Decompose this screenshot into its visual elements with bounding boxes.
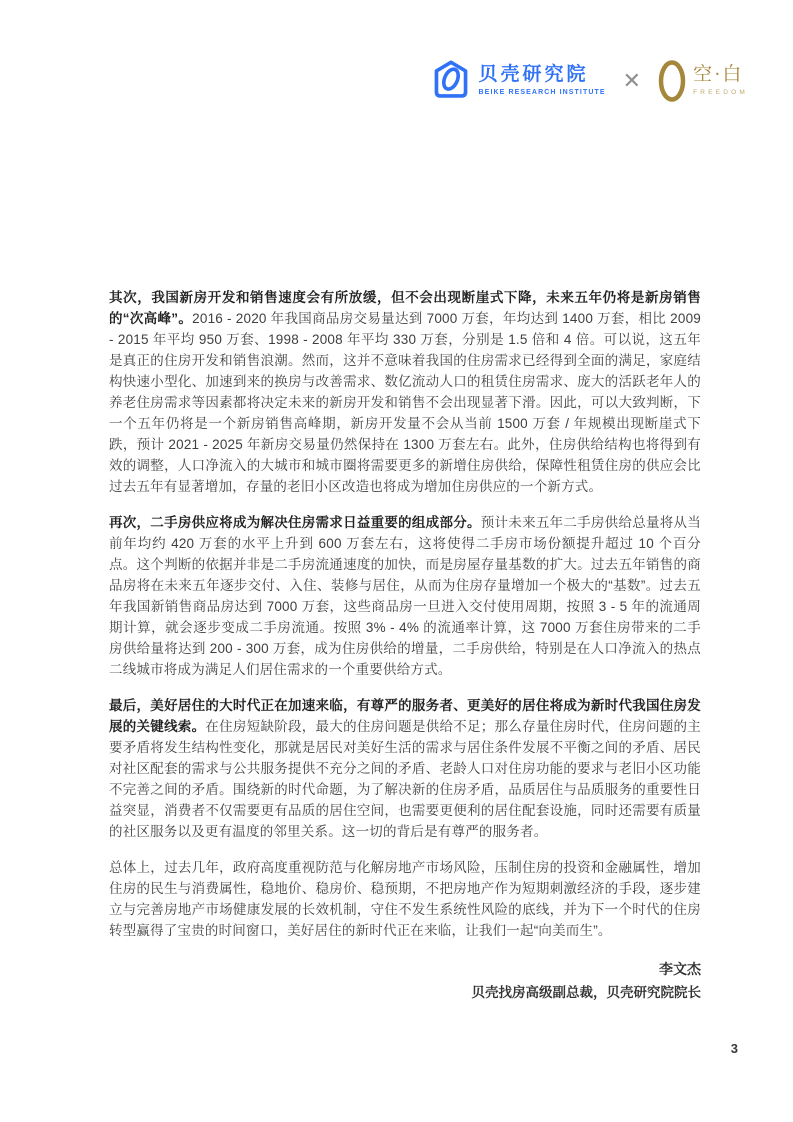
paragraph-text: 在住房短缺阶段，最大的住房问题是供给不足；那么存量住房时代，住房问题的主要矛盾将发生结构性变化，那就是居民对美好生活的需求与居住条件发展不平衡之间的矛盾、居民对社区配套的需求与公共服务提供不充分之间的矛盾、老龄人口对住房功能的要求与老旧小区功能不完善之间的矛盾。围绕新的时代命题，为了解决新的住房矛盾，品质居住与品质服务的重要性日益突显，消费者不仅需要更有品质的居住空间，也需要更便利的居住配套设施，同时还需要有质量的社区服务以及更有温度的邻里关系。这一切的背后是有尊严的服务者。 [109,719,701,839]
article-body [109,287,701,1002]
paragraph-text: 2016 - 2020 年我国商品房交易量达到 7000 万套，年均达到 1400 万套，相比 2009 - 2015 年平均 950 万套、1998 - 2008 年平均 330 万套，分别是 1.5 倍和 4 倍。可以说，这五年是真正的住房开发和销售浪潮。然而，这并不意味着我国的住房需求已经得到全面的满足，家庭结构快速小型化、加速到来的换房与改善需求、数亿流动人口的租赁住房需求、庞大的活跃老年人的养老住房需求等因素都将决定未来的新房开发和销售不会出现显著下滑。因此，可以大致判断，下一个五年仍将是一个新房销售高峰期，新房开发量不会从当前 1500 万套 / 年规模出现断崖式下跌，预计 2021 - 2025 年新房交易量仍然保持在 1300 万套左右。此外，住房供给结构也将得到有效的调整，人口净流入的大城市和城市圈将需要更多的新增住房供给，保障性租赁住房的供应会比过去五年有显著增加，存量的老旧小区改造也将成为增加住房供应的一个新方式。 [109,311,702,494]
paragraph-lead: 再次，二手房供应将成为解决住房需求日益重要的组成部分。 [109,515,481,530]
freedom-name-en: FREEDOM [693,89,748,96]
beike-house-icon [431,58,471,103]
signature-name: 李文杰 [659,961,701,977]
beike-name-en: BEIKE RESEARCH INSTITUTE [478,89,606,96]
beike-logo [431,58,606,103]
freedom-logo-text [693,64,748,97]
paragraph-lead: 最后，美好居住的大时代正在加速来临，有尊严的服务者、更美好的居住将成为新时代我国住房发展的关键线索。 [109,698,701,734]
signature-title: 贝壳找房高级副总裁，贝壳研究院院长 [471,985,701,1000]
paragraph-text: 总体上，过去几年，政府高度重视防范与化解房地产市场风险，压制住房的投资和金融属性，增加住房的民生与消费属性，稳地价、稳房价、稳预期，不把房地产作为短期刺激经济的手段，逐步建立与完善房地产市场健康发展的长效机制，守住不发生系统性风险的底线，并为下一个时代的住房转型赢得了宝贵的时间窗口，美好居住的新时代正在来临，让我们一起“向美而生”。 [109,860,701,938]
paragraph-new-home-peak [109,287,701,497]
signature-block [109,960,701,1002]
paragraph-second-hand-supply [109,512,701,680]
paragraph-better-living [109,695,701,842]
header-logos [431,58,748,103]
page-number: 3 [730,1041,738,1056]
paragraph-text: 预计未来五年二手房供给总量将从当前年均约 420 万套的水平上升到 600 万套左右，这将使得二手房市场份额提升超过 10 个百分点。这个判断的依据并非是二手房流通速度的加快，而是房屋存量基数的扩大。过去五年销售的商品房将在未来五年逐步交付、入住、装修与居住，从而为住房存量增加一个极大的“基数”。过去五年我国新销售商品房达到 7000 万套，这些商品房一旦进入交付使用周期，按照 3 - 5 年的流通周期计算，就会逐步变成二手房流通。按照 3% - 4% 的流通率计算，这 7000 万套住房带来的二手房供给量将达到 200 - 300 万套，成为住房供给的增量，二手房供给，特别是在人口净流入的热点二线城市将成为满足人们居住需求的一个重要供给方式。 [109,515,701,677]
beike-name-cn: 贝壳研究院 [478,64,589,85]
freedom-ring-icon [658,60,686,102]
paragraph-lead: 其次，我国新房开发和销售速度会有所放缓，但不会出现断崖式下降，未来五年仍将是新房销售的“次高峰”。 [109,290,701,326]
paragraph-summary [109,857,701,941]
logo-cross-icon: ✕ [622,67,642,93]
freedom-logo [658,60,748,102]
freedom-name-cn: 空·白 [693,64,744,85]
beike-logo-text [479,64,606,97]
